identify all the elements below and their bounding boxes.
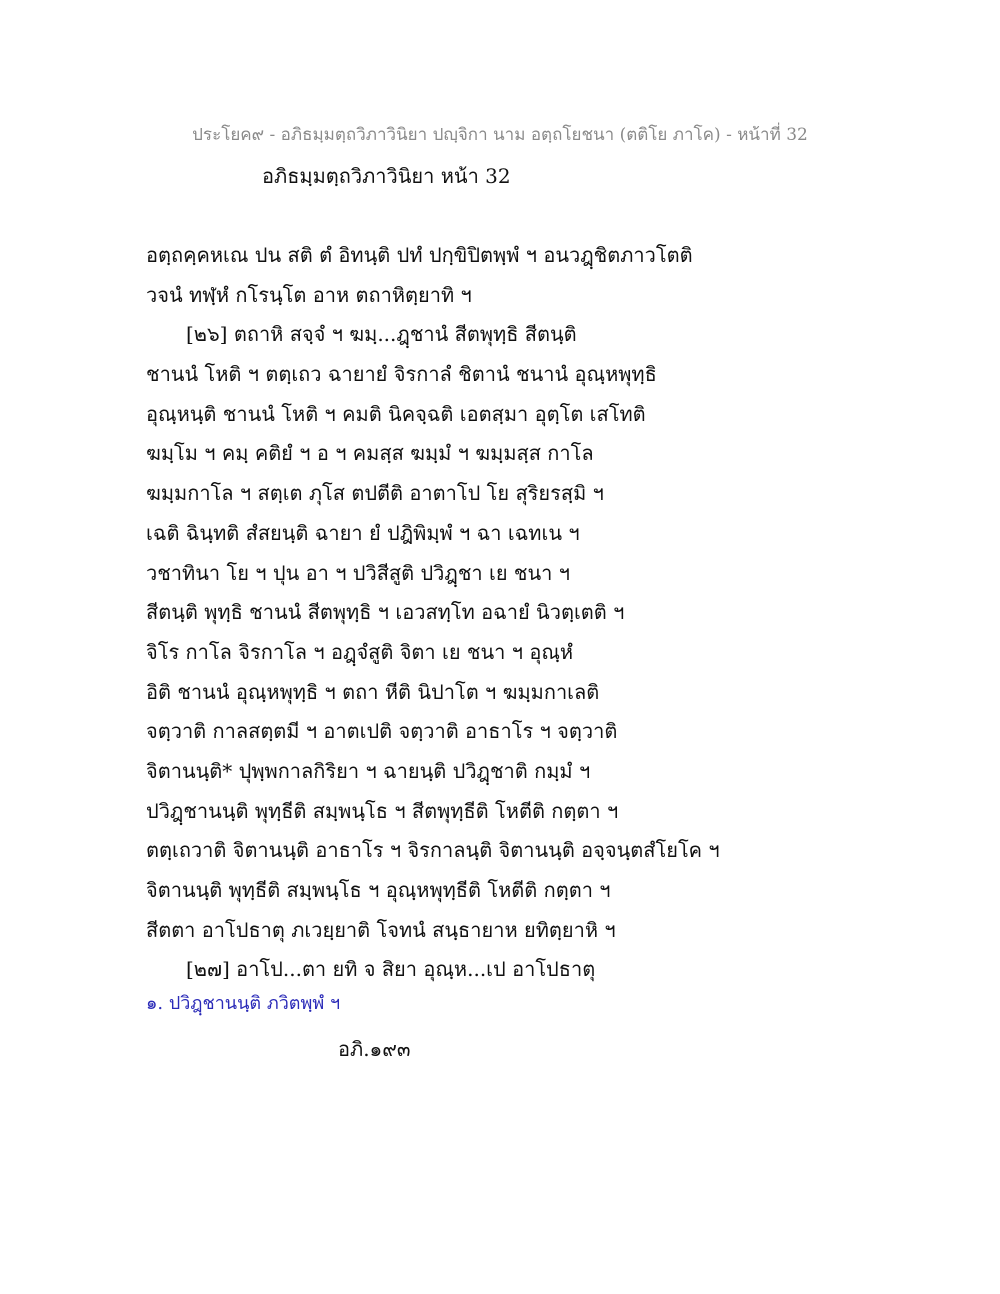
text-line: จิตานนฺติ* ปุพฺพกาลกิริยา ฯ ฉายนฺติ ปวิฎฺชาติ กมฺมํ ฯ	[146, 758, 591, 783]
page-heading: อภิธมฺมตฺถวิภาวินิยา หน้า 32	[262, 164, 511, 188]
text-line: สีตนฺติ พุทฺธิ ชานนํ สีตพุทฺธิ ฯ เอวสทฺโท อฉายํ นิวตฺเตติ ฯ	[146, 600, 625, 625]
text-line: เฉติ ฉินฺทติ สํสยนฺติ ฉายา ยํ ปฎิพิมฺพํ ฯ ฉา เฉทเน ฯ	[146, 520, 580, 545]
text-line: วจนํ ทฬฺหํ กโรนฺโต อาห ตถาหิตฺยาทิ ฯ	[146, 282, 472, 307]
text-line: อุณฺหนฺติ ชานนํ โหติ ฯ คมติ นิคจฺฉติ เอตสฺมา อุตฺโต เสโทติ	[146, 401, 646, 426]
text-line: วชาทินา โย ฯ ปุน อา ฯ ปวิสีสูติ ปวิฎฺชา เย ชนา ฯ	[146, 560, 570, 585]
text-line: อิติ ชานนํ อุณฺหพุทฺธิ ฯ ตถา หีติ นิปาโต ฯ ฆมฺมกาเลติ	[146, 679, 600, 704]
text-line: สีตตา อาโปธาตุ ภเวยฺยาติ โจทนํ สนฺธายาห ยทิตฺยาหิ ฯ	[146, 917, 616, 942]
body-text	[146, 236, 886, 990]
text-line: ชานนํ โหติ ฯ ตตฺเถว ฉายายํ จิรกาลํ ชิตานํ ชนานํ อุณฺหพุทฺธิ	[146, 362, 657, 387]
footnote: ๑. ปวิฎฺชานนฺติ ภวิตพฺพํ ฯ	[146, 993, 341, 1014]
text-line: ปวิฎฺชานนฺติ พุทฺธีติ สมฺพนฺโธ ฯ สีตพุทฺธีติ โหตีติ กตฺตา ฯ	[146, 798, 619, 823]
text-line: ตตฺเถวาติ จิตานนฺติ อาธาโร ฯ จิรกาลนฺติ จิตานนฺติ อจฺจนฺตสํโยโค ฯ	[146, 838, 720, 863]
text-line: [๒๗] อาโป...ตา ยทิ จ สิยา อุณฺห...เป อาโปธาตุ	[186, 957, 596, 982]
text-line: จตฺวาติ กาลสตฺตมี ฯ อาตเปติ จตฺวาติ อาธาโร ฯ จตฺวาติ	[146, 719, 618, 744]
text-line: จิตานนฺติ พุทฺธีติ สมฺพนฺโธ ฯ อุณฺหพุทฺธีติ โหตีติ กตฺตา ฯ	[146, 878, 611, 902]
running-header: ประโยค๙ - อภิธมฺมตฺถวิภาวินิยา ปญฺจิกา นาม อตฺถโยชนา (ตติโย ภาโค) - หน้าที่ 32	[192, 125, 808, 145]
text-line: จิโร กาโล จิรกาโล ฯ อฎฺจํสูติ จิตา เย ชนา ฯ อุณฺหํ	[146, 639, 574, 664]
text-line: ฆมฺมกาโล ฯ สตฺเต ภุโส ตปตีติ อาตาโป โย สุริยรสฺมิ ฯ	[146, 481, 604, 506]
text-line: อตฺถคฺคหเณ ปน สติ ตํ อิทนฺติ ปทํ ปกฺขิปิตพฺพํ ฯ อนวฎฺชิตภาวโตติ	[146, 243, 693, 267]
page-reference: อภิ.๑๙๓	[338, 1037, 411, 1061]
text-line: ฆมฺโม ฯ คมฺ คติยํ ฯ อ ฯ คมสฺส ฆมฺมํ ฯ ฆมฺมสฺส กาโล	[146, 441, 594, 466]
text-line: [๒๖] ตถาหิ สจฺจํ ฯ ฆมฺ...ฎฺชานํ สีตพุทฺธิ สีตนฺติ	[186, 322, 577, 347]
